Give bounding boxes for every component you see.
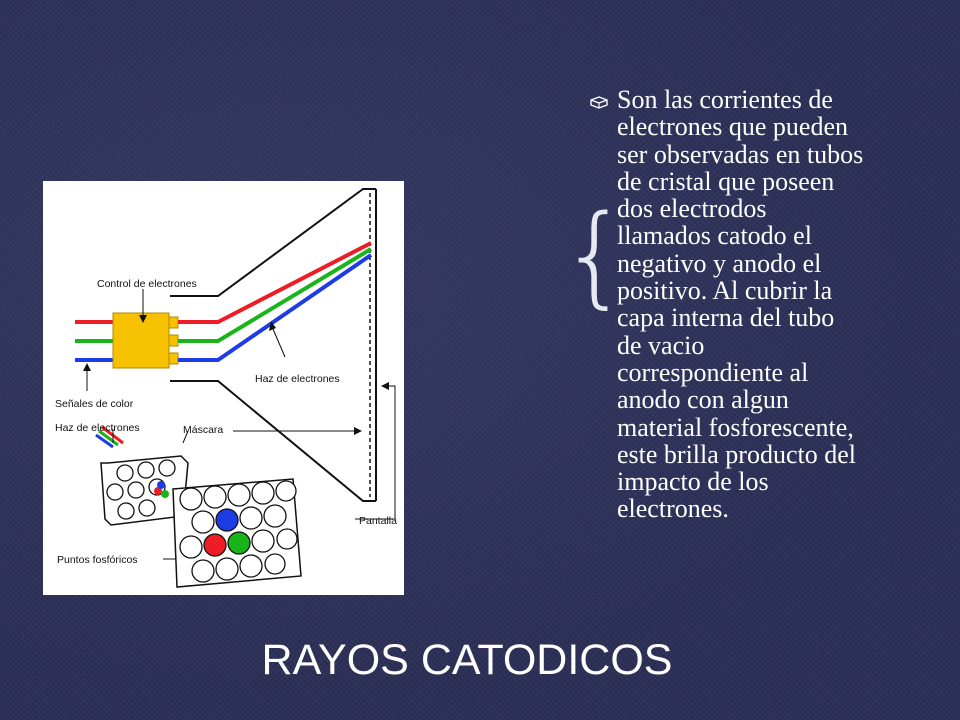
- label-control: Control de electrones: [97, 278, 197, 290]
- crt-diagram-svg: [43, 181, 404, 595]
- phosphor-dot: [240, 555, 262, 577]
- phosphor-dot-blue: [216, 509, 238, 531]
- book-icon: [588, 93, 610, 115]
- phosphor-dot: [265, 554, 285, 574]
- phosphor-dot: [252, 482, 274, 504]
- label-mascara: Máscara: [183, 424, 224, 436]
- phosphor-dot: [252, 530, 274, 552]
- arrow-mascara-head: [354, 427, 362, 435]
- phosphor-dot: [216, 558, 238, 580]
- mask-hole: [139, 500, 155, 516]
- phosphor-dot-green: [228, 532, 250, 554]
- phosphor-dot: [180, 488, 202, 510]
- gun-nozzle-2: [169, 335, 178, 346]
- phosphor-dot: [277, 529, 297, 549]
- mask-passing-green: [161, 490, 169, 498]
- tube-neck-top: [170, 189, 376, 296]
- mask-hole: [107, 484, 123, 500]
- phosphor-dot: [228, 484, 250, 506]
- phosphor-dot: [264, 505, 286, 527]
- mask-hole: [159, 460, 175, 476]
- phosphor-dot: [192, 560, 214, 582]
- phosphor-dot: [240, 507, 262, 529]
- label-pantalla: Pantalla: [359, 515, 397, 527]
- electron-gun: [113, 313, 169, 368]
- gun-nozzle-1: [169, 317, 178, 328]
- mask-hole: [118, 503, 134, 519]
- phosphor-dot: [276, 481, 296, 501]
- label-puntos: Puntos fosfóricos: [57, 554, 138, 566]
- phosphor-dot: [180, 536, 202, 558]
- label-senales: Señales de color: [55, 398, 134, 410]
- mask-hole: [117, 465, 133, 481]
- curly-brace: {: [560, 191, 630, 319]
- mask-hole: [128, 482, 144, 498]
- arrow-haz: [273, 329, 285, 357]
- phosphor-dot: [192, 511, 214, 533]
- body-text: Son las corrientes de electrones que pueden ser observadas en tubos de cristal que poseen dos electrodos llamados catodo el negativo y anodo el positivo. Al cubrir la capa interna del tubo de vacio correspondiente al anodo con algun material fosforescente, este brilla producto del impacto de los electrones.: [617, 85, 864, 524]
- arrow-senales-head: [83, 363, 91, 371]
- mask-passing-blue: [157, 481, 165, 489]
- label-haz-main: Haz de electrones: [255, 373, 340, 385]
- mask-hole: [138, 462, 154, 478]
- crt-diagram: [43, 181, 404, 595]
- slide-title: RAYOS CATODICOS: [261, 636, 673, 684]
- label-haz-small: Haz de electrones: [55, 422, 140, 434]
- phosphor-dot: [204, 486, 226, 508]
- arrow-pantalla-head: [381, 382, 389, 390]
- gun-nozzle-3: [169, 353, 178, 364]
- phosphor-dot-red: [204, 534, 226, 556]
